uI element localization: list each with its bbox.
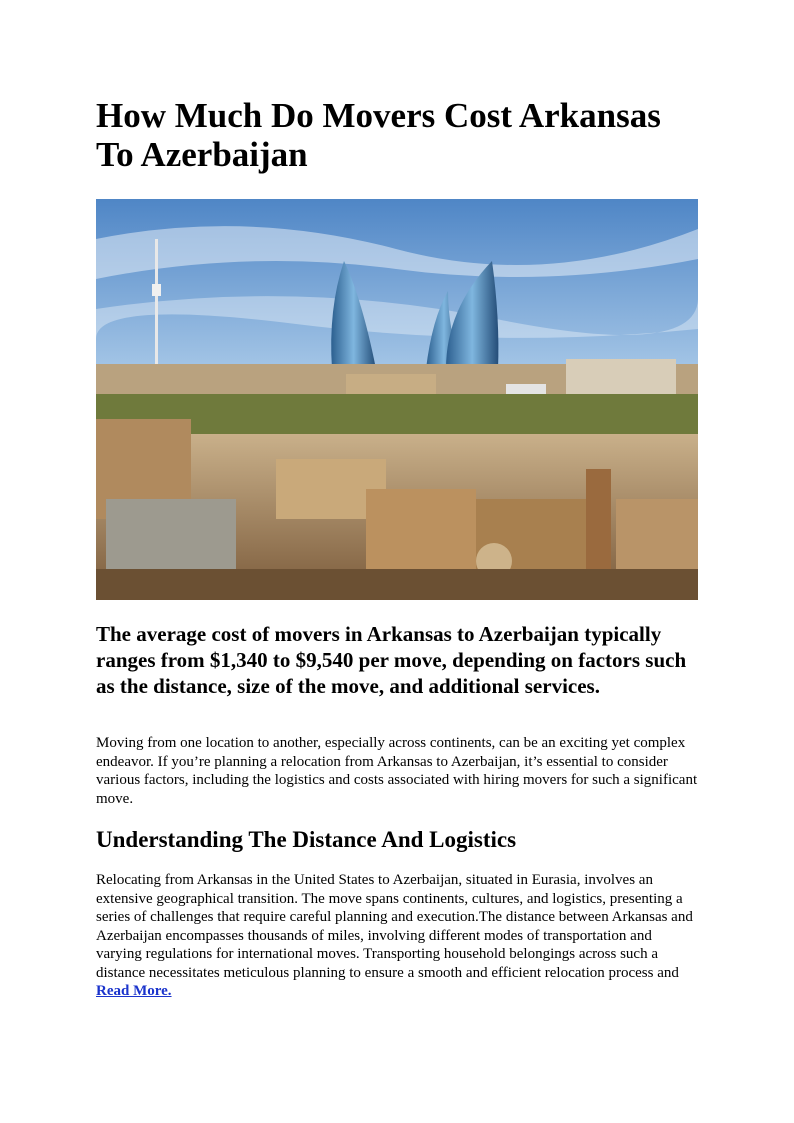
read-more-link[interactable]: Read More. bbox=[96, 983, 172, 999]
article-summary: The average cost of movers in Arkansas to Azerbaijan typically ranges from $1,340 to $9,540 per move, depending on factors such as the distance, size of the move, and additional services. bbox=[96, 622, 687, 698]
intro-paragraph: Moving from one location to another, especially across continents, can be an exciting yet complex endeavor. If you’re planning a relocation from Arkansas to Azerbaijan, it’s essential to consider various factors, including the logistics and costs associated with hiring movers for such a significant move. bbox=[96, 735, 698, 807]
section-paragraph bbox=[96, 871, 700, 1001]
baku-skyline-illustration bbox=[96, 199, 698, 600]
page-title: How Much Do Movers Cost Arkansas To Azerbaijan bbox=[96, 96, 661, 174]
section-body-text: Relocating from Arkansas in the United States to Azerbaijan, situated in Eurasia, involves an extensive geographical transition. The move spans continents, cultures, and logistics, presenting a series of challenges that require careful planning and execution.The distance between Arkansas and Azerbaijan encompasses thousands of miles, involving different modes of transportation and varying regulations for international moves. Transporting household belongings across such a distance necessitates meticulous planning to ensure a smooth and efficient relocation process and bbox=[96, 872, 693, 981]
section-heading: Understanding The Distance And Logistics bbox=[96, 827, 517, 852]
hero-image bbox=[96, 199, 698, 600]
